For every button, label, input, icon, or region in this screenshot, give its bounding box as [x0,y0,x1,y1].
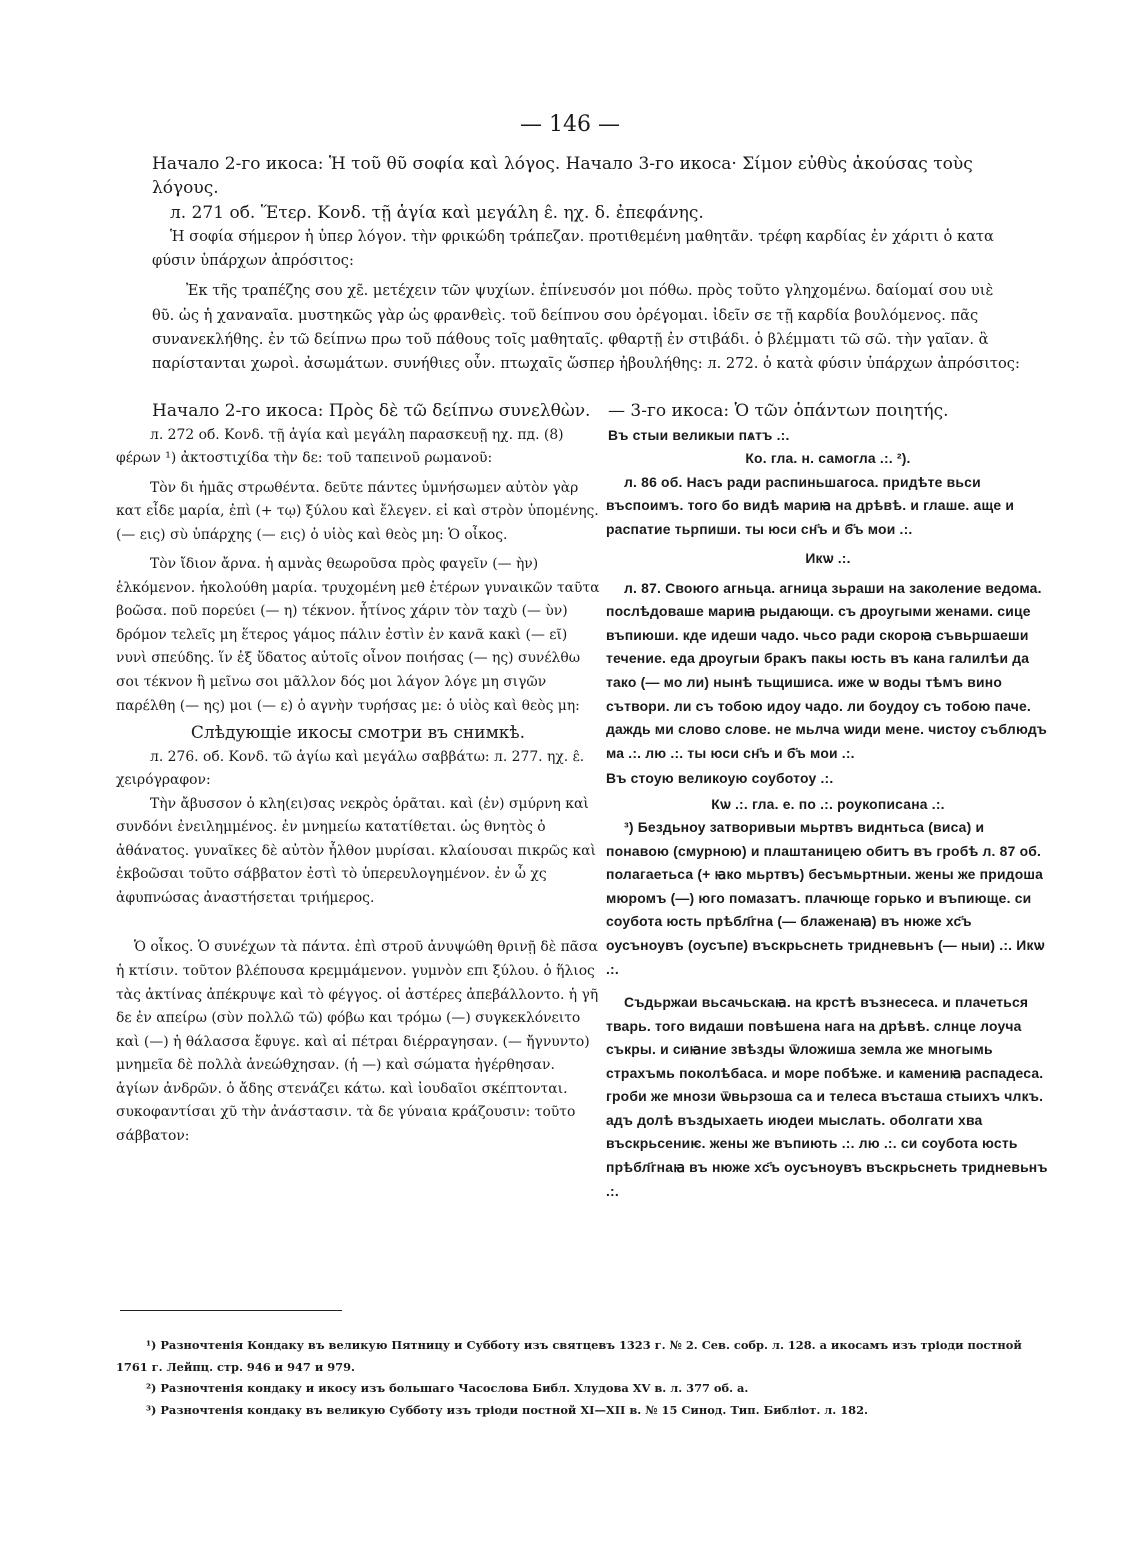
top-line-2: л. 271 об. Ἕτερ. Κονδ. τῇ ἁγία καὶ μεγάλη ε̂. ηχ. δ. ἐπεφάνης. [170,202,704,223]
left-saturday-kondak-intro: л. 276. об. Κονδ. τῶ ἁγίω καὶ μεγάλω σαββάτω: л. 277. ηχ. ε̂. χειρόγραφον: [116,748,585,789]
right-saturday-kondak: ³) Бездьноу затворивыи мьртвъ виднтьса (виса) и понавою (смурною) и плаштаницею обитъ въ гробѣ л. 87 об. полагаетьса (+ ꙗко мьртвъ) бесъмьртныи. жены же придоша мюромъ (—) юго помазатъ. плачюще горько и въпиюще. си соубота юсть прѣбл҃гна (— блаженаꙗ) въ нюже хс҃ъ оусъноувъ (оусъпе) въскрьснеть тридневьнъ (— ныи) .:. Икѡ .:. [606,819,1045,977]
left-ikos-text: Τὸν ἴδιον ἄρνα. ἡ αμνὰς θεωροῦσα πρὸς φαγεῖν (— ὴν) ἑλκόμενον. ἠκολούθη μαρία. τρυχομένη μεθ ἑτέρων γυναικῶν ταῦτα βοῶσα. ποῦ πορεύει (— η) τέκνον. ἧτίνος χάριν τὸν ταχὺ (— ὺν) δρόμον τελεῖς μη ἕτερος γάμος πάλιν ἐστὶν ἐν κανᾶ κακὶ (— εῖ) νυνὶ σπεύδης. ἵν ἐξ ὕδατος αὐτοῖς οἶνον ποιήσας (— ης) συνέλθω σοι τέκνον ἢ μεῖνω σοι μᾶλλον δός μοι λάγον λόγε μη σιγῶν παρέλθη (— ης) μοι (— ε) ὁ αγνὴν τυρήσας με: ὁ υἱὸς καὶ θεὸς μη: [116,556,600,714]
left-saturday-kondak-text: Τὴν ἄβυσσον ὁ κλη(ει)σας νεκρὸς ὁρᾶται. καὶ (ἐν) σμύρνη καὶ συνδόνι ἐνειλημμένος. ἐν μνημείω κατατίθεται. ὡς θνητὸς ὁ ἀθάνατος. γυναῖκες δὲ αὐτὸν ἦλθον μυρίσαι. κλαίουσαι πικρῶς καὶ ἐκβοῶσαι τοῦτο σάββατον ἐστὶ τὸ ὑπερευλογημένον. ἐν ὧ χς ἀφυπνώσας ἀναστήσεται τριήμερος. [116,795,596,906]
footnote-divider [120,1310,342,1311]
right-saturday-ikos: Съдьржаи вьсачьскаꙗ. на крстѣ възнесеса. и плачеться тварь. того видаши повѣшена нага на дрѣвѣ. слнце лоуча съкры. и сиꙗние звѣзды ѿложиша земла же многымь страхъмь поколѣбаса. и море побѣже. и камениꙗ распадеса. гроби же мнози ѿвьрзоша са и телеса въсташа стыихъ члкъ. адъ долѣ въздыхаеть июдеи мыслать. оболгати хва въскрьсениѥ. жены же въпиють .:. лю .:. си соубота юсть прѣбл҃гнаꙗ въ нюже хс҃ъ оусъноувъ въскрьснеть тридневьнъ .:. [606,994,1048,1199]
left-kondak-intro: л. 272 об. Κονδ. τῇ ἁγία καὶ μεγάλη παρασκευῇ ηχ. πд. (8) φέρων ¹) ἀκτοστιχίδα τὴν δε: τοῦ ταπεινοῦ ρωμανοῦ: [116,426,564,467]
right-ikos-label: Икѡ .:. [805,550,851,567]
right-friday-tone: Ко. гла. н. самогла .:. ²). [745,450,911,467]
right-heading-ikos: — 3-го икоса: Ὁ τῶν ὁπάντων ποιητής. [608,401,949,421]
top-section [152,152,1020,377]
right-friday-kondak: л. 86 об. Насъ ради распиньшагоса. придѣте вьси въспоимъ. того бо видѣ мариꙗ на дрѣвѣ. и глаше. аще и распатие тьрпиши. ты юси сн҃ъ и б҃ъ мои .:. [606,473,1015,537]
footnote-2: ²) Разночтенія кондаку и икосу изъ большаго Часослова Библ. Хлудова XV в. л. 377 об. а. [146,1381,749,1395]
right-saturday-title: Въ стоую великоую соуботоу .:. [606,770,834,787]
left-heading-ikos: Начало 2-го икоса: Πρὸς δὲ τῶ δείπνω συνελθὼν. [152,401,591,421]
footnotes [116,1335,1040,1421]
left-saturday-ikos-text: Ὁ οἶκος. Ὁ συνέχων τὰ πάντα. ἐπὶ στροῦ ἀνυψώθη θρινῇ δὲ πᾶσα ἡ κτίσιν. τοῦτον βλέπουσα κρεμμάμενον. γυμνὸν επι ξύλου. ὁ ἥλιος τὰς ἀκτίνας ἀπέκρυψε καὶ τὸ φέγγος. οἱ ἀστέρες ἀπεβάλλοντο. ἡ γῆ δε ἐν απείρω (σὺν πολλῶ τῶ) φόβω και τρόμω (—) συγκεκλόνειτο καὶ (—) ἡ θάλασσα ἔφυγε. καὶ αἱ πέτραι διέρραγησαν. (— ἤγνυντο) μνημεῖα δὲ πολλὰ ἀνεώθχησαν. (ἡ —) καὶ σώματα ἠγέρθησαν. ἁγίων ἀνδρῶν. ὁ ἄδης στενάζει κάτω. καὶ ἰουδαῖοι σκέπτονται. συκοφαντίσαι χῦ τὴν ἀνάστασιν. τὰ δε γύναια κράζουσιν: τοῦτο σάββατον: [116,939,599,1144]
left-column [116,400,600,1148]
right-friday-ikos: л. 87. Своюго агньца. агница зьраши на заколение ведома. послѣдоваше мариꙗ рыдающи. съ дроугыми женами. сице въпиюши. кде идеши чадо. чьсо ради скороꙗ съвьршаеши течение. еда дроугыи бракъ пакы юсть въ кана галилѣи да тако (— мо ли) нынѣ тьщишиса. иже ѡ воды тѣмъ вино сътвори. ли съ тобою идоу чадо. ли боудоу съ тобою паче. даждь ми слово слове. не мьлча ѡиди мене. чистоу съблюдъ ма .:. лю .:. ты юси сн҃ъ и б҃ъ мои .:. [606,579,1048,761]
left-section-heading: Слѣдующіе икосы смотри въ снимкѣ. [190,723,526,744]
left-kondak-text: Τὸν δι ἡμᾶς στρωθέντα. δεῦτε πάντες ὑμνήσωμεν αὐτὸν γὰρ κατ εἶδε μαρία, ἐπὶ (+ τῳ) ξύλου καὶ ἔλεγεν. εἰ καὶ στρὸν ὑπομένης. (— εις) σὺ ὑπάρχης (— εις) ὁ υἱὸς καὶ θεὸς μη: Ὁ οἶκος. [116,479,599,543]
page-number: — 146 — [520,112,620,137]
right-column [606,400,1050,1203]
top-line-1: Начало 2-го икоса: Ἡ τοῦ θῦ σοφία καὶ λόγος. Начало 3-го икоса· Σίμον εὐθὺς ἀκούσας τοὺς λόγους. [152,154,973,199]
right-friday-title: Въ стыи великыи пѧтъ .:. [608,426,790,443]
footnote-1: ¹) Разночтенія Кондаку въ великую Пятницу и Субботу изъ святцевъ 1323 г. № 2. Сев. собр. л. 128. а икосамъ изъ тріоди постной 1761 г. Лейпц. стр. 946 и 947 и 979. [116,1338,1022,1374]
top-paragraph-1: Ἡ σοφία σήμερον ἡ ὑπερ λόγον. τὴν φρικώδη τράπεζαν. προτιθεμένη μαθητᾶν. τρέφη καρδίας ἐν χάριτι ὁ κατα φύσιν ὑπάρχων ἀπρόσιτος: [152,227,994,270]
top-paragraph-2: Ἐκ τῆς τραπέζης σου χε̃. μετέχειν τῶν ψυχίων. ἐπίνευσόν μοι πόθω. πρὸς τοῦτο γληχομένω. δαίομαί σου υιὲ θῦ. ὡς ἡ χαναναῖα. μυστηκῶς γὰρ ὡς φρανθεὶς. τοῦ δείπνου σου ὀρέγομαι. ἰδεῖν σε τῇ καρδία βουλόμενος. πᾶς συνανεκλήθης. ἐν τῶ δείπνω πρω τοῦ πάθους τοῖς μαθηταῖς. φθαρτῇ ἐν στιβάδι. ὁ βλέμματι τῶ σῶ. τὴν γαῖαν. ἃ παρίστανται χωροὶ. ἀσωμάτων. συνήθιες οὖν. πτωχαῖς ὥσπερ ἠβουλήθης: л. 272. ὁ κατὰ φύσιν ὑπάρχων ἀπρόσιτος: [152,282,1020,373]
right-saturday-tone: Кѡ .:. гла. е. по .:. роукописана .:. [711,795,945,812]
footnote-3: ³) Разночтенія кондаку въ великую Субботу изъ тріоди постной XI—XII в. № 15 Синод. Тип. Библіот. л. 182. [146,1402,868,1417]
